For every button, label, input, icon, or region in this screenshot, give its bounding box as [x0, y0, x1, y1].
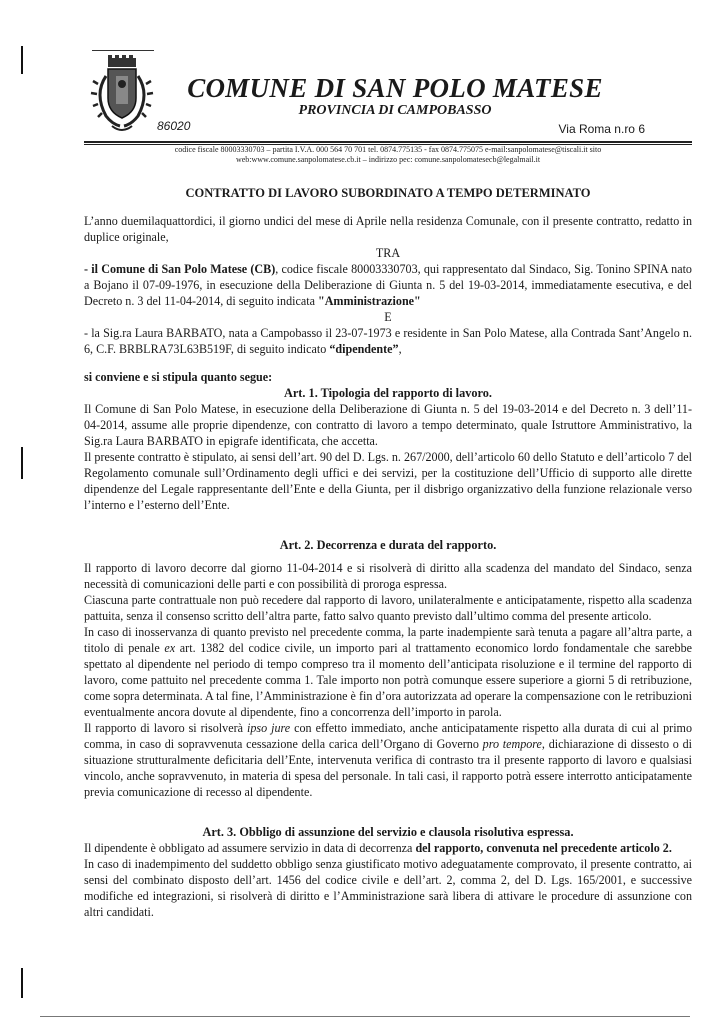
crest-top-rule	[92, 50, 154, 51]
party-comune-label: "Amministrazione"	[317, 294, 421, 308]
art1-paragraph: Il presente contratto è stipulato, ai sensi dell’art. 90 del D. Lgs. n. 267/2000, dell’articolo 60 dello Statuto e dell’articolo 7 del Regolamento comunale sull’Ordinamento degli uffici e dei servizi, per la costituzione dell’Ufficio di supporto alle dirette dipendenze del Legale rappresentante dell’Ente e della Giunta, per il disbrigo organizzativo della funzione relazionale verso l’interno e l’esterno dell’Ente.	[84, 450, 692, 512]
header-divider	[84, 141, 692, 143]
art2-paragraph	[84, 624, 692, 720]
coat-of-arms-icon	[86, 54, 158, 136]
scan-margin-mark	[21, 447, 23, 479]
text-run: Il dipendente è obbligato ad assumere servizio in data di decorrenza	[84, 841, 416, 855]
header-contacts	[84, 145, 692, 165]
party-dipendente-details: - la Sig.ra Laura BARBATO, nata a Campobasso il 23-07-1973 e residente in San Polo Matese, alla Contrada Sant’Angelo n. 6, C.F. BRBLRA73L63B519F, di seguito indicato	[84, 326, 692, 356]
text-run-italic: ipso jure	[246, 721, 291, 735]
text-run: Il rapporto di lavoro si risolverà	[84, 721, 247, 735]
province-subtitle: PROVINCIA DI CAMPOBASSO	[298, 103, 492, 118]
art3-title: Art. 3. Obbligo di assunzione del servizio e clausola risolutiva espressa.	[202, 825, 574, 839]
art1-paragraph: Il Comune di San Polo Matese, in esecuzione della Deliberazione di Giunta n. 5 del 19-03-2014 e del Decreto n. 3 dell’11-04-2014, assume alle proprie dipendenze, con contratto di lavoro a tempo determinato, quale Istruttore Amministrativo, la Sig.ra Laura BARBATO in epigrafe identificata, che accetta.	[84, 402, 692, 448]
text-run: art. 1382 del codice civile, un importo pari al trattamento economico lordo fondamentale che sarebbe spettato al dipendente nel periodo di tempo compreso tra il momento dell’anticipata risoluzione e il termine del rapporto di lavoro, come pattuito nel precedente comma 1. Tale importo non potrà comunque essere superiore a giorni 5 di retribuzione, come sopra determinata. A tal fine, l’Amministrazione è fin d’ora autorizzata ad operare la compensazione con le retribuzioni eventualmente ancora dovute al dipendente, fino a concorrenza dell’importo in parola.	[84, 641, 693, 719]
art3-paragraph: In caso di inadempimento del suddetto obbligo senza giustificato motivo adeguatamente comprovato, il presente contratto, ai sensi del combinato disposto dell’art. 1456 del codice civile e dell’art. 2, comma 2, del D. Lgs. 165/2001, e successive modifiche ed integrazioni, si risolverà di diritto e l’Amministrazione sarà libera di attivare le procedure di assunzione con altri candidati.	[84, 857, 692, 919]
document-title: CONTRATTO DI LAVORO SUBORDINATO A TEMPO DETERMINATO	[185, 186, 591, 200]
e-label: E	[384, 310, 392, 324]
art2-paragraph: Ciascuna parte contrattuale non può recedere dal rapporto di lavoro, unilateralmente e anticipatamente, rispetto alla scadenza pattuita, senza il consenso scritto dell’altra parte, fatto salvo quanto previsto dall’ultimo comma del presente articolo.	[84, 593, 692, 623]
scan-margin-mark	[21, 968, 23, 998]
text-run: In caso di inosservanza di quanto previsto nel precedente comma, la parte inadempiente sarà tenuta a pagare all’altra parte, a titolo di penale	[84, 625, 692, 655]
party-comune-name: - il Comune di San Polo Matese (CB)	[84, 262, 276, 276]
art2-paragraph: Il rapporto di lavoro decorre dal giorno 11-04-2014 e si risolverà di diritto alla scadenza del mandato del Sindaco, senza necessità di comunicazioni delle parti e con possibilità di proroga espressa.	[84, 561, 692, 591]
party-comune	[84, 261, 692, 309]
contacts-line: web:www.comune.sanpolomatese.cb.it – indirizzo pec: comune.sanpolomatesecb@legalmail.it	[235, 155, 541, 164]
municipality-title: COMUNE DI SAN POLO MATESE	[187, 73, 603, 103]
art2-title: Art. 2. Decorrenza e durata del rapporto.	[279, 538, 497, 552]
street-address: Via Roma n.ro 6	[558, 122, 645, 136]
contacts-line: codice fiscale 80003330703 – partita I.V.A. 000 564 70 701 tel. 0874.775135 - fax 0874.775075 e-mail:sanpolomatese@tiscali.it sito	[174, 145, 602, 154]
scan-margin-mark	[21, 46, 23, 74]
text-run-italic: pro tempore	[482, 737, 542, 751]
text-run-bold: del rapporto, convenuta nel precedente articolo 2.	[415, 841, 672, 855]
art1-title: Art. 1. Tipologia del rapporto di lavoro.	[283, 386, 493, 400]
document-body	[84, 213, 692, 920]
text-run-italic: ex	[164, 641, 176, 655]
party-comune-details: , codice fiscale 80003330703, qui rappresentato dal Sindaco, Sig. Tonino SPINA nato a Bojano il 07-09-1976, in esecuzione della Deliberazione di Giunta n. 5 del 19-03-2014, immediatamente esecutiva, e del Decreto n. 3 del 11-04-2014, di seguito indicata	[84, 262, 692, 308]
party-dipendente	[84, 325, 692, 357]
art3-paragraph	[84, 840, 692, 856]
party-dipendente-label: “dipendente”	[329, 342, 399, 356]
party-dipendente-end: ,	[398, 342, 402, 356]
agreement-line: si conviene e si stipula quanto segue:	[84, 370, 273, 384]
text-run: con effetto immediato, anche anticipatamente rispetto alla durata di cui al primo comma, in caso di sopravvenuta cessazione della carica dell’Organo di Governo	[84, 721, 693, 751]
text-run: , dichiarazione di dissesto o di situazione strutturalmente deficitaria dell’Ente, intervenuta verifica di contrasto tra il presente rapporto di lavoro e qualsiasi vincolo, anche sopravvenuto, in materia di spesa del personale. In tali casi, il rapporto potrà essere interrotto anticipatamente previa comunicazione di recesso al dipendente.	[84, 737, 692, 799]
opening-paragraph: L’anno duemilaquattordici, il giorno undici del mese di Aprile nella residenza Comunale, con il presente contratto, redatto in duplice originale,	[84, 214, 692, 244]
postal-code: 86020	[157, 119, 191, 133]
tra-label: TRA	[375, 246, 401, 260]
footer-divider	[40, 1016, 690, 1017]
art2-paragraph	[84, 720, 692, 800]
